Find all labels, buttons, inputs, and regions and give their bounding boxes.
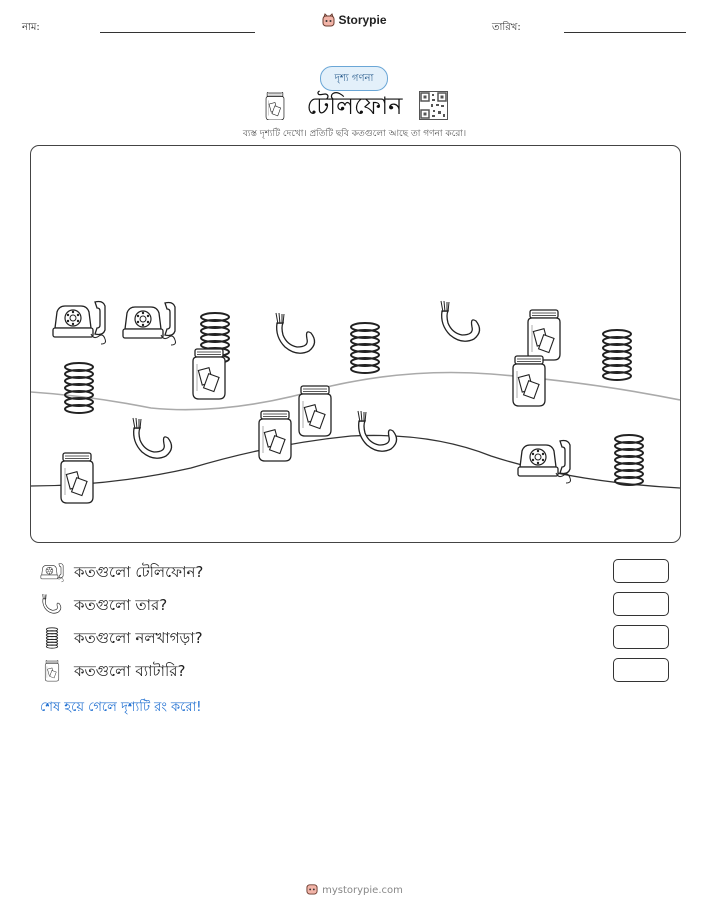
jar-1: [193, 349, 225, 399]
storypie-logo-icon: [306, 882, 318, 895]
wire-3: [133, 418, 172, 458]
hill-line-back: [31, 373, 680, 410]
question-row-spring: [40, 625, 670, 651]
counting-scene: [30, 145, 681, 543]
wire-2: [441, 301, 480, 341]
telephone-icon: [40, 561, 64, 583]
name-field[interactable]: [100, 32, 255, 33]
footer: [0, 882, 709, 896]
jar-2: [528, 310, 560, 360]
wire-1: [276, 313, 315, 353]
spring-3: [351, 323, 379, 373]
question-row-jar: [40, 658, 670, 684]
finish-note: শেষ হয়ে গেলে দৃশ্যটি রং করো!: [40, 700, 202, 715]
question-text: কতগুলো তার?: [74, 596, 168, 614]
question-row-wire: [40, 592, 670, 618]
instructions: ব্যস্ত দৃশ্যটি দেখো। প্রতিটি ছবি কতগুলো আছে তা গণনা করো।: [242, 129, 467, 139]
jar-5: [259, 411, 291, 461]
date-field[interactable]: [564, 32, 686, 33]
date-label: তারিখ:: [492, 22, 521, 33]
hill-line-front: [31, 435, 680, 488]
spring-icon: [40, 627, 64, 649]
brand: [0, 13, 709, 27]
spring-5: [615, 435, 643, 485]
page-title: টেলিফোন: [306, 92, 403, 120]
question-text: কতগুলো নলখাগড়া?: [74, 629, 203, 647]
question-row-telephone: [40, 559, 670, 585]
question-text: কতগুলো ব্যাটারি?: [74, 662, 186, 680]
category-badge: দৃশ্য গণনা: [320, 66, 388, 91]
question-text: কতগুলো টেলিফোন?: [74, 563, 204, 581]
telephone-2: [123, 303, 176, 346]
answer-box[interactable]: [613, 658, 669, 682]
spring-4: [603, 330, 631, 380]
answer-box[interactable]: [613, 592, 669, 616]
brand-name: Storypie: [338, 13, 387, 27]
wire-icon: [40, 594, 64, 616]
answer-box[interactable]: [613, 625, 669, 649]
spring-1: [65, 363, 93, 413]
telephone-1: [53, 302, 106, 345]
name-label: নাম:: [22, 22, 40, 33]
jar-4: [299, 386, 331, 436]
storypie-logo-icon: [322, 13, 335, 27]
answer-box[interactable]: [613, 559, 669, 583]
jar-6: [61, 453, 93, 503]
wire-4: [358, 411, 397, 451]
qr-code-icon: [419, 91, 448, 120]
jar-icon: [40, 660, 64, 682]
footer-url[interactable]: mystorypie.com: [322, 885, 403, 896]
jar-3: [513, 356, 545, 406]
telephone-3: [518, 441, 571, 484]
